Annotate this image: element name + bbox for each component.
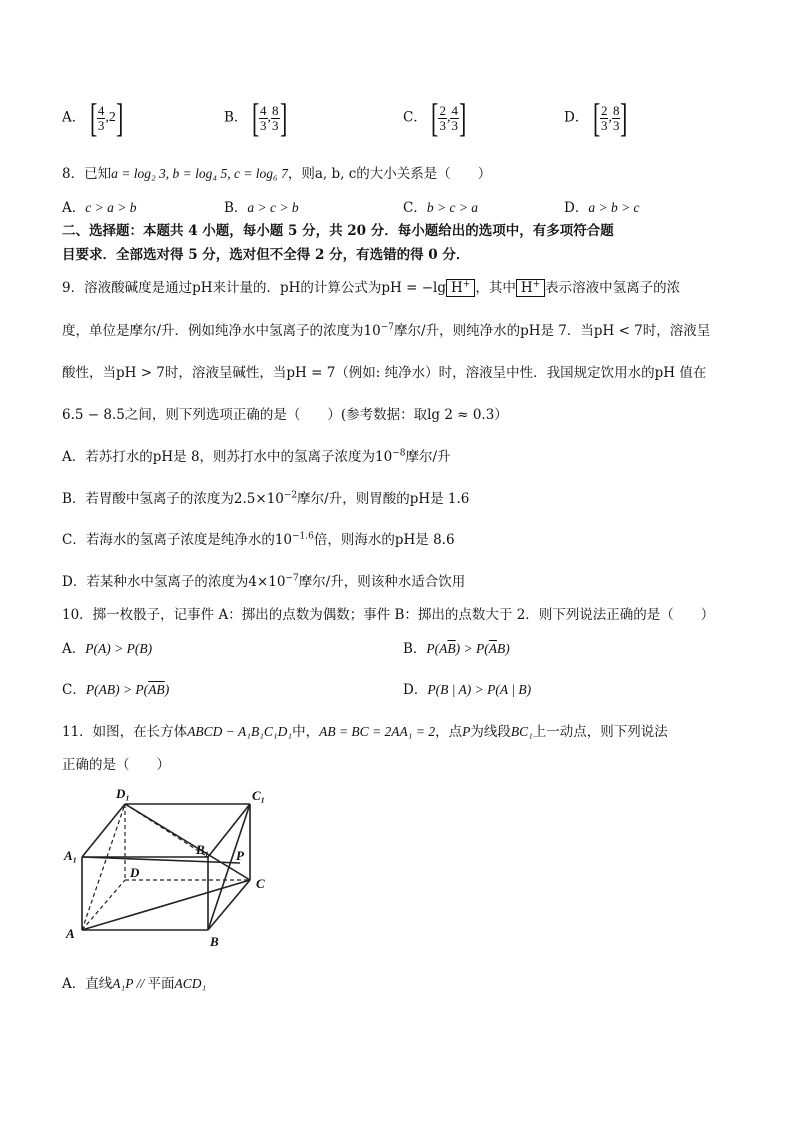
q11-option-a: A．直线A₁P // 平面ACD₁ [62,976,207,992]
fraction: $\frac{8}{3}$ [612,102,620,133]
q11-line2: 正确的是（ ） [62,757,170,773]
section-heading-line2: 目要求．全部选对得 5 分，选对但不全得 2 分，有选错的得 0 分． [62,247,470,263]
q9-line4: 6.5 − 8.5之间，则下列选项正确的是（ ）(参考数据：取lg 2 ≈ 0.3） [62,407,508,423]
q10-option-b: B．$P(A\overline{B}) > P(\overline{A}B)$ [403,641,510,657]
label-c1: C₁ [252,788,266,803]
q9-option-b: B．若胃酸中氢离子的浓度为$2.5\times 10^{-2}$摩尔/升，则胃酸的pH是 1.6 [62,490,470,507]
q7-option-d: D． [ $\frac{2}{3}$ , $\frac{8}{3}$ ] [564,95,628,140]
q10-stem: 10．掷一枚骰子，记事件 A：掷出的点数为偶数；事件 B：掷出的点数大于 2．则下列说法正确的是（ ） [62,607,715,623]
label-d: D [130,865,140,880]
q9-line3: 酸性，当pH > 7时，溶液呈碱性，当pH = 7（例如: 纯净水）时，溶液呈中性．我国规定饮用水的pH 值在 [62,365,707,381]
q9-option-a: A．若苏打水的pH是 8，则苏打水中的氢离子浓度为$10^{-8}$摩尔/升 [62,448,451,465]
fraction: $\frac{4}{3}$ [451,102,458,133]
q10-option-a: A．P(A) > P(B) [62,641,153,657]
q7-option-a: A． [ $\frac{4}{3}$ ,2] [62,95,124,140]
edge-b-c [208,880,250,930]
label-b: B [210,934,219,949]
hidden-segment-a-d1 [82,804,125,930]
label-p: P [236,848,244,863]
label-b1: B₁ [196,842,210,857]
q8-option-c: C．b > c > a [403,200,479,216]
fraction: $\frac{4}{3}$ [260,102,267,133]
label-d1: D₁ [116,786,130,801]
cuboid-figure [60,780,285,955]
q7-option-b: B． [ $\frac{4}{3}$ , $\frac{8}{3}$ ] [224,95,287,140]
q8-option-a: A．c > a > b [62,200,137,216]
hidden-edge-a-d [82,880,125,930]
q9-line2: 度，单位是摩尔/升．例如纯净水中氢离子的浓度为$10^{-7}$摩尔/升，则纯净水的pH是 7．当pH < 7时，溶液呈 [62,322,711,339]
fraction: $\frac{8}{3}$ [272,102,279,133]
fraction: $\frac{2}{3}$ [439,102,446,133]
q7-option-c: C． [ $\frac{2}{3}$ , $\frac{4}{3}$ ] [403,95,467,140]
label-a: A [66,926,75,941]
bracket-h: H+ [446,279,475,297]
label-c: C [256,876,265,891]
q9-line1: 9．溶液酸碱度是通过pH来计量的．pH的计算公式为pH = −lg H+ ，其中 H+ 表示溶液中氢离子的浓 [62,279,681,296]
q10-option-d: D．P(B | A) > P(A | B) [403,682,532,698]
q8-stem: 8．已知a = log₂ 3, b = log₄ 5, c = log₆ 7，则a, b, c的大小关系是（ ） [62,166,492,182]
fraction: $\frac{2}{3}$ [600,102,608,133]
q9-option-d: D．若某种水中氢离子的浓度为$4\times 10^{-7}$摩尔/升，则该种水适合饮用 [62,573,466,590]
bracket-h: H+ [516,279,545,297]
q9-option-c: C．若海水的氢离子浓度是纯净水的$10^{-1.6}$倍，则海水的pH是 8.6 [62,531,455,548]
q8-option-d: D．a > b > c [564,200,640,216]
q11-line1: 11．如图，在长方体ABCD − A₁B₁C₁D₁中，AB = BC = 2AA₁ = 2，点P为线段BC₁上一动点，则下列说法 [62,724,668,740]
edge-a1-d1 [82,804,125,857]
fraction: $\frac{4}{3}$ [97,102,105,133]
q10-option-c: C．$P(AB) > P(\overline{AB})$ [62,682,170,698]
label-a1: A₁ [64,848,78,863]
segment-a-c [82,880,250,930]
section-heading-line1: 二、选择题：本题共 4 小题，每小题 5 分，共 20 分．每小题给出的选项中，有多项符合题 [62,223,614,239]
q8-option-b: B．a > c > b [224,200,299,216]
